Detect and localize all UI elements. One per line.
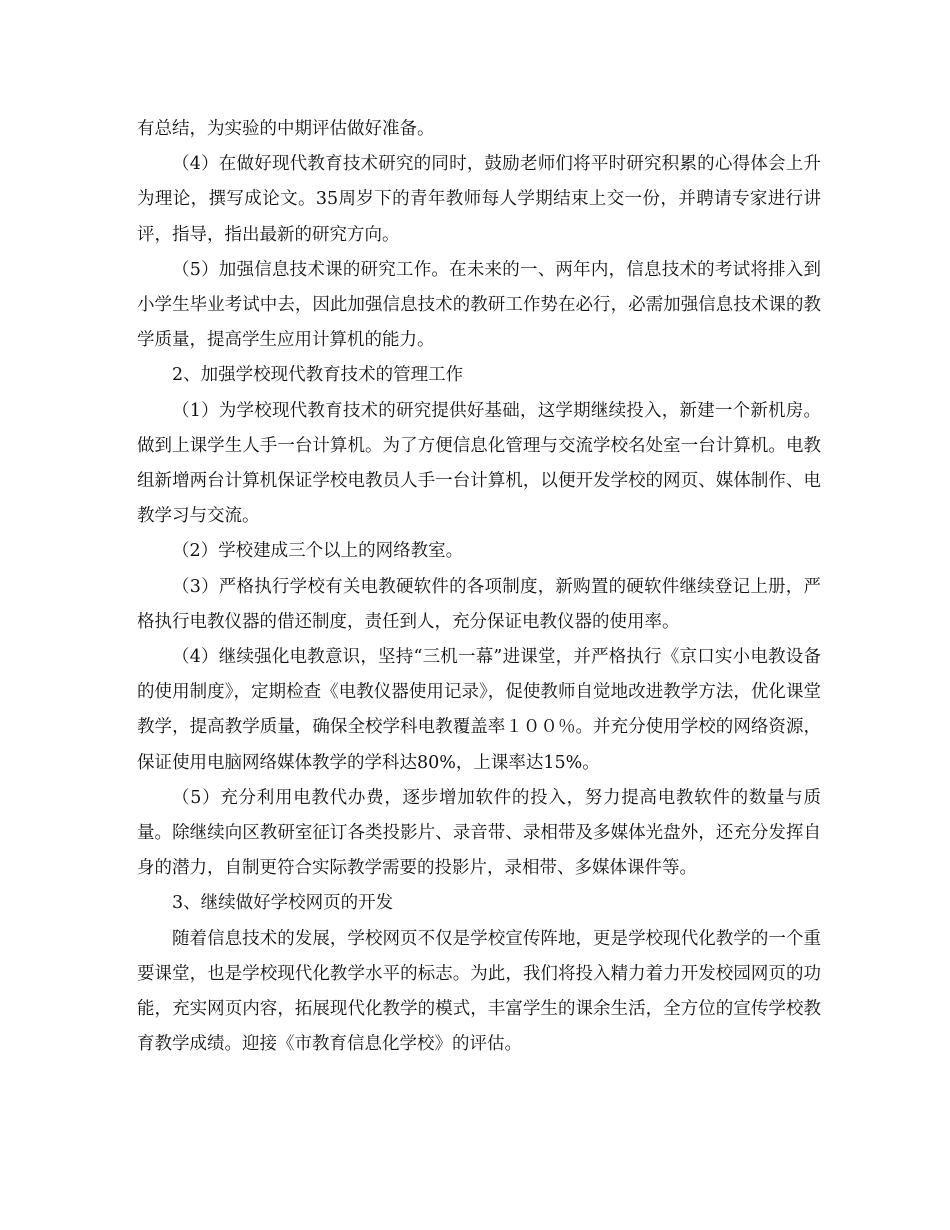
paragraph-website-development: 随着信息技术的发展，学校网页不仅是学校宣传阵地，更是学校现代化教学的一个重要课堂，也是学校现代化教学水平的标志。为此，我们将投入精力着力开发校园网页的功能，充实网页内容，拓展现代化教学的模式，丰富学生的课余生活，全方位的宣传学校教育教学成绩。迎接《市教育信息化学校》的评估。 xyxy=(137,928,821,1055)
paragraph-item-5-software: （5）充分利用电教代办费，逐步增加软件的投入，努力提高电教软件的数量与质量。除继续向区教研室征订各类投影片、录音带、录相带及多媒体光盘外，还充分发挥自身的潜力，自制更符合实际教学需要的投影片，录相带、多媒体课件等。 xyxy=(137,787,821,879)
section-heading-3: 3、继续做好学校网页的开发 xyxy=(172,893,394,914)
paragraph-item-2-network-classrooms: （2）学校建成三个以上的网络教室。 xyxy=(172,541,464,562)
paragraph-item-4-awareness: （4）继续强化电教意识，坚持“三机一幕”进课堂，并严格执行《京口实小电教设备的使用制度》，定期检查《电教仪器使用记录》，促使教师自觉地改进教学方法，优化课堂教学，提高教学质量，确保全校学科电教覆盖率１００％。并充分使用学校的网络资源，保证使用电脑网络媒体教学的学科达80%，上课率达15%。 xyxy=(137,647,821,773)
paragraph-continuation: 有总结，为实验的中期评估做好准备。 xyxy=(137,119,435,139)
section-heading-2: 2、加强学校现代教育技术的管理工作 xyxy=(172,365,464,386)
paragraph-item-1-computers: （1）为学校现代教育技术的研究提供好基础，这学期继续投入，新建一个新机房。做到上课学生人手一台计算机。为了方便信息化管理与交流学校名处室一台计算机。电教组新增两台计算机保证学校电教员人手一台计算机，以便开发学校的网页、媒体制作、电教学习与交流。 xyxy=(137,400,821,527)
document-body xyxy=(137,112,821,1062)
paragraph-item-5-it-course: （5）加强信息技术课的研究工作。在未来的一、两年内，信息技术的考试将排入到小学生毕业考试中去，因此加强信息技术的教研工作势在必行，必需加强信息技术课的教学质量，提高学生应用计算机的能力。 xyxy=(137,259,821,351)
paragraph-item-3-regulations: （3）严格执行学校有关电教硬软件的各项制度，新购置的硬软件继续登记上册，严格执行电教仪器的借还制度，责任到人，充分保证电教仪器的使用率。 xyxy=(137,576,821,632)
paragraph-item-4-research: （4）在做好现代教育技术研究的同时，鼓励老师们将平时研究积累的心得体会上升为理论，撰写成论文。35周岁下的青年教师每人学期结束上交一份，并聘请专家进行讲评，指导，指出最新的研究方向。 xyxy=(137,154,821,245)
